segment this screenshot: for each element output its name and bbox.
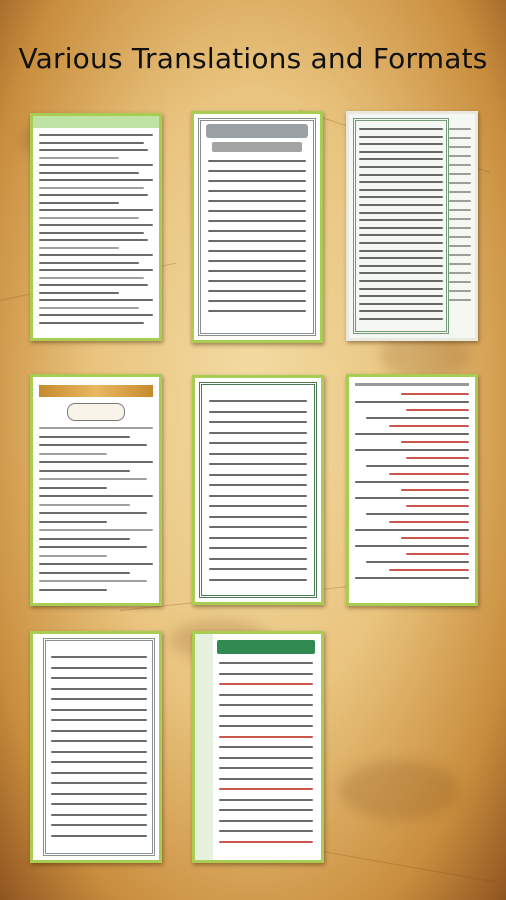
text-line xyxy=(359,204,443,206)
text-line xyxy=(366,561,469,563)
text-line xyxy=(359,303,443,305)
text-line xyxy=(209,484,307,486)
text-line xyxy=(208,160,306,162)
text-line xyxy=(208,210,306,212)
translation-card-english[interactable] xyxy=(30,113,162,341)
text-line xyxy=(209,579,307,581)
text-line xyxy=(39,495,153,497)
text-line xyxy=(449,128,471,130)
text-line xyxy=(39,563,153,565)
text-line xyxy=(39,149,148,151)
format-card-indopak[interactable] xyxy=(30,631,162,863)
text-line xyxy=(219,694,313,696)
text-line xyxy=(359,288,443,290)
text-line xyxy=(209,516,307,518)
text-line xyxy=(406,409,469,411)
text-line xyxy=(219,820,313,822)
text-line xyxy=(359,250,443,252)
text-line xyxy=(449,146,471,148)
page-title: Various Translations and Formats xyxy=(18,42,488,75)
text-line xyxy=(359,265,443,267)
text-line xyxy=(219,841,313,843)
format-card-mushaf[interactable] xyxy=(192,631,324,863)
text-line xyxy=(39,538,130,540)
text-line xyxy=(39,202,119,204)
text-line xyxy=(39,453,107,455)
format-card-side-notes[interactable] xyxy=(346,111,478,341)
text-line xyxy=(39,572,130,574)
text-line xyxy=(209,547,307,549)
text-line xyxy=(449,155,471,157)
text-line xyxy=(39,277,144,279)
text-line xyxy=(51,740,147,742)
text-line xyxy=(39,299,153,301)
text-line xyxy=(39,239,148,241)
text-line xyxy=(449,182,471,184)
text-line xyxy=(449,236,471,238)
text-line xyxy=(359,227,443,229)
text-line xyxy=(39,269,153,271)
text-line xyxy=(208,260,306,262)
text-line xyxy=(39,546,147,548)
text-line xyxy=(449,209,471,211)
text-line xyxy=(359,295,443,297)
text-line xyxy=(406,505,469,507)
text-line xyxy=(209,537,307,539)
text-line xyxy=(208,200,306,202)
text-line xyxy=(209,411,307,413)
text-line xyxy=(51,751,147,753)
text-line xyxy=(208,170,306,172)
text-line xyxy=(209,505,307,507)
text-line xyxy=(39,478,147,480)
text-line xyxy=(219,736,313,738)
text-line xyxy=(208,300,306,302)
text-line xyxy=(449,164,471,166)
text-line xyxy=(401,441,469,443)
text-line xyxy=(51,730,147,732)
text-line xyxy=(51,698,147,700)
text-line xyxy=(209,432,307,434)
text-line xyxy=(359,151,443,153)
text-line xyxy=(359,280,443,282)
text-line xyxy=(449,227,471,229)
text-line xyxy=(208,190,306,192)
text-line xyxy=(219,809,313,811)
text-line xyxy=(359,166,443,168)
text-line xyxy=(51,772,147,774)
text-line xyxy=(389,473,469,475)
text-line xyxy=(208,250,306,252)
text-line xyxy=(51,719,147,721)
text-line xyxy=(39,504,130,506)
text-line xyxy=(39,142,144,144)
text-line xyxy=(208,270,306,272)
surah-heading-band xyxy=(206,124,308,138)
text-line xyxy=(39,555,107,557)
text-line xyxy=(39,580,147,582)
text-line xyxy=(39,470,130,472)
text-line xyxy=(51,761,147,763)
text-line xyxy=(39,529,153,531)
translation-card-color[interactable] xyxy=(346,374,478,606)
text-line xyxy=(359,310,443,312)
text-line xyxy=(209,526,307,528)
text-line xyxy=(359,234,443,236)
text-line xyxy=(209,453,307,455)
text-line xyxy=(359,128,443,130)
text-line xyxy=(359,219,443,221)
text-line xyxy=(39,179,153,181)
text-line xyxy=(39,187,144,189)
text-line xyxy=(406,457,469,459)
text-line xyxy=(355,449,469,451)
text-line xyxy=(39,157,119,159)
text-line xyxy=(39,487,107,489)
text-line xyxy=(366,513,469,515)
text-line xyxy=(389,425,469,427)
text-line xyxy=(449,272,471,274)
text-line xyxy=(389,521,469,523)
text-line xyxy=(39,254,153,256)
text-line xyxy=(449,263,471,265)
text-line xyxy=(39,427,153,429)
text-line xyxy=(51,709,147,711)
text-line xyxy=(39,284,148,286)
text-line xyxy=(39,521,107,523)
text-line xyxy=(208,240,306,242)
text-line xyxy=(208,290,306,292)
text-line xyxy=(359,158,443,160)
text-line xyxy=(51,803,147,805)
text-line xyxy=(366,465,469,467)
text-line xyxy=(39,322,144,324)
text-line xyxy=(219,799,313,801)
text-line xyxy=(219,746,313,748)
text-line xyxy=(208,220,306,222)
text-line xyxy=(449,254,471,256)
text-line xyxy=(219,788,313,790)
text-line xyxy=(209,568,307,570)
text-line xyxy=(39,172,139,174)
text-line xyxy=(209,463,307,465)
text-line xyxy=(51,782,147,784)
text-line xyxy=(51,824,147,826)
text-line xyxy=(209,400,307,402)
text-line xyxy=(359,189,443,191)
format-card-bordered[interactable] xyxy=(191,111,323,343)
text-line xyxy=(51,677,147,679)
text-line xyxy=(219,673,313,675)
text-line xyxy=(449,290,471,292)
text-line xyxy=(208,180,306,182)
text-line xyxy=(219,830,313,832)
surah-heading-band xyxy=(39,385,153,397)
text-line xyxy=(449,137,471,139)
text-line xyxy=(366,417,469,419)
text-line xyxy=(359,174,443,176)
text-line xyxy=(208,280,306,282)
text-line xyxy=(219,683,313,685)
text-line xyxy=(39,224,153,226)
text-line xyxy=(359,196,443,198)
text-line xyxy=(39,436,130,438)
text-line xyxy=(359,143,443,145)
format-card-green-border[interactable] xyxy=(192,375,324,605)
text-line xyxy=(39,307,139,309)
text-line xyxy=(51,688,147,690)
text-line xyxy=(389,569,469,571)
text-line xyxy=(209,421,307,423)
text-line xyxy=(359,212,443,214)
text-line xyxy=(359,242,443,244)
text-line xyxy=(219,757,313,759)
text-line xyxy=(39,194,148,196)
text-line xyxy=(359,257,443,259)
text-line xyxy=(209,442,307,444)
text-line xyxy=(449,200,471,202)
text-line xyxy=(39,134,153,136)
text-line xyxy=(219,715,313,717)
side-index-strip xyxy=(195,634,213,860)
text-line xyxy=(209,495,307,497)
text-line xyxy=(449,218,471,220)
text-line xyxy=(219,767,313,769)
text-line xyxy=(355,545,469,547)
text-line xyxy=(39,262,139,264)
text-line xyxy=(39,247,119,249)
text-line xyxy=(39,217,139,219)
text-line xyxy=(39,589,107,591)
text-line xyxy=(51,835,147,837)
text-line xyxy=(355,481,469,483)
text-line xyxy=(51,656,147,658)
text-line xyxy=(208,230,306,232)
text-line xyxy=(51,667,147,669)
text-line xyxy=(359,181,443,183)
text-line xyxy=(449,299,471,301)
text-line xyxy=(406,553,469,555)
text-line xyxy=(449,191,471,193)
text-line xyxy=(355,577,469,579)
text-line xyxy=(39,292,119,294)
text-line xyxy=(39,512,147,514)
translation-card-urdu[interactable] xyxy=(30,374,162,606)
text-line xyxy=(401,393,469,395)
text-line xyxy=(209,558,307,560)
text-line xyxy=(355,433,469,435)
text-line xyxy=(39,314,153,316)
text-line xyxy=(359,136,443,138)
text-line xyxy=(449,173,471,175)
text-line xyxy=(219,662,313,664)
text-line xyxy=(39,461,153,463)
text-line xyxy=(219,704,313,706)
text-line xyxy=(449,245,471,247)
text-line xyxy=(401,537,469,539)
text-line xyxy=(359,272,443,274)
card-header-bar xyxy=(33,116,159,128)
text-line xyxy=(219,778,313,780)
text-line xyxy=(449,281,471,283)
text-line xyxy=(359,318,443,320)
text-line xyxy=(355,401,469,403)
text-line xyxy=(51,793,147,795)
text-line xyxy=(355,497,469,499)
text-line xyxy=(51,814,147,816)
text-line xyxy=(39,232,144,234)
text-line xyxy=(219,725,313,727)
text-line xyxy=(208,310,306,312)
text-line xyxy=(39,444,147,446)
text-line xyxy=(39,209,153,211)
text-line xyxy=(209,474,307,476)
text-line xyxy=(355,529,469,531)
text-line xyxy=(401,489,469,491)
surah-heading-band xyxy=(217,640,315,654)
text-line xyxy=(39,164,153,166)
